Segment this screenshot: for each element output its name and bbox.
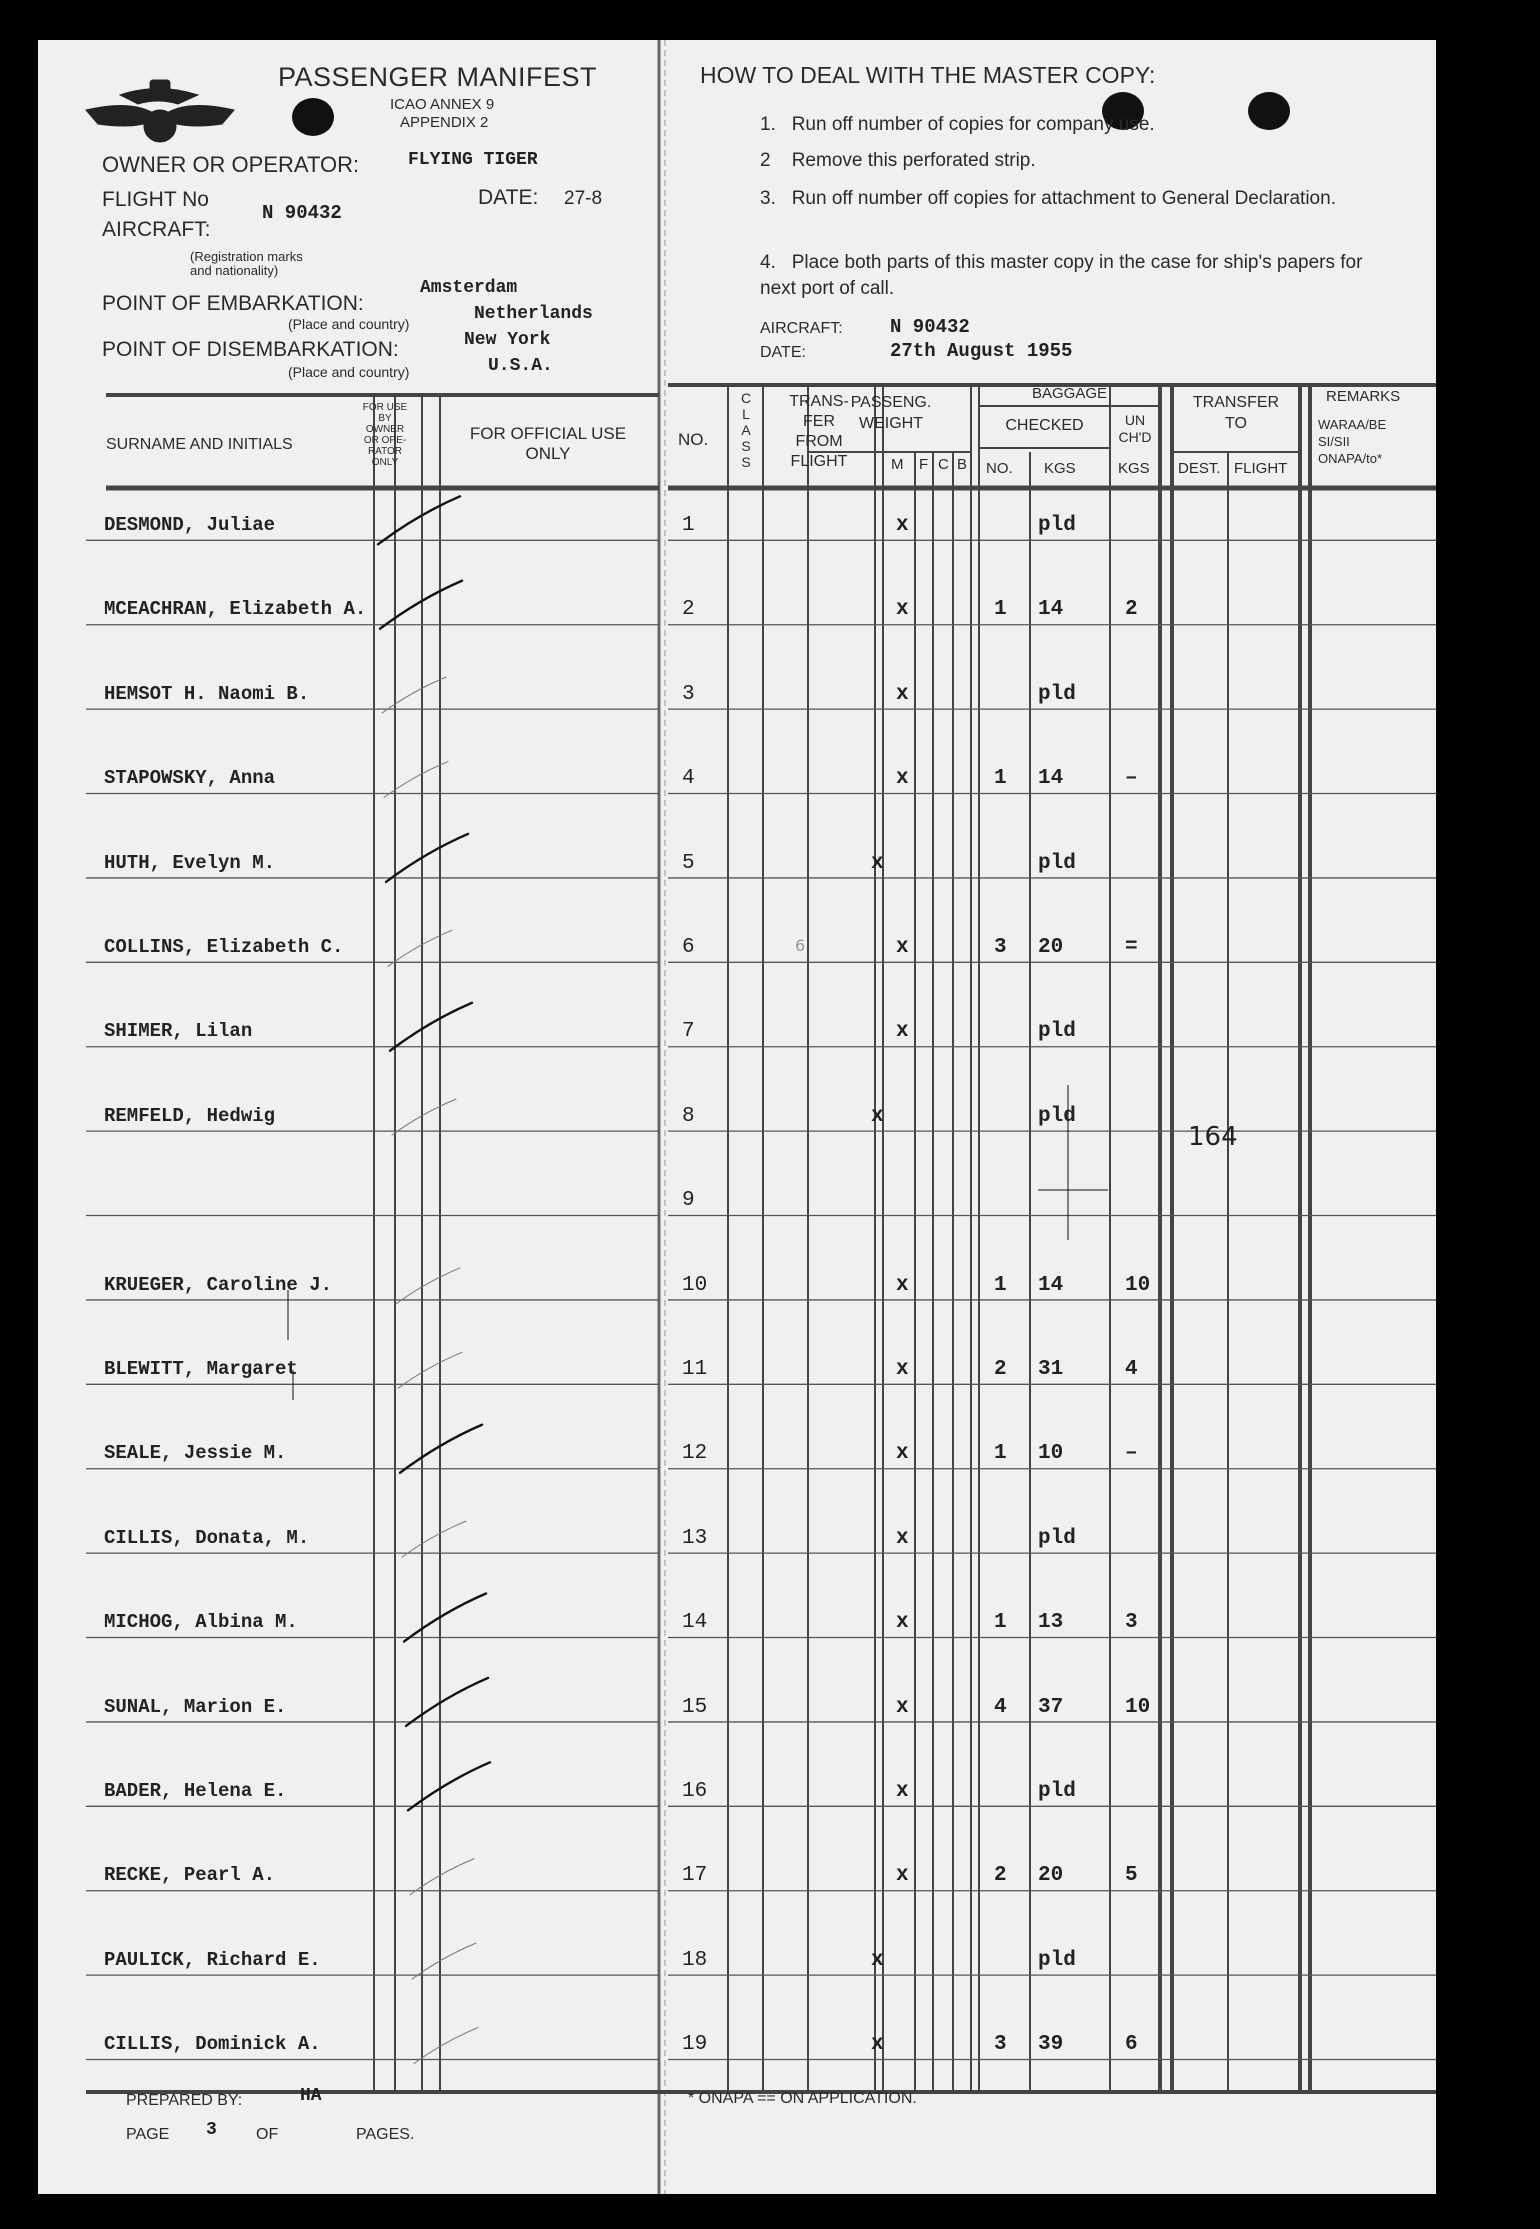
passenger-number: 16: [682, 1779, 708, 1803]
checked-bag-count: 3: [994, 935, 1007, 959]
weight-f-mark: x: [896, 598, 909, 622]
weight-m-mark: x: [871, 2033, 884, 2057]
weight-m-mark: x: [871, 1948, 884, 1972]
weight-m-mark: x: [871, 851, 884, 875]
date-value-right: 27th August 1955: [890, 340, 1073, 362]
col-owner-use: FOR USE BY OWNER OR OPE- RATOR ONLY: [362, 402, 408, 468]
aircraft-label-right: AIRCRAFT:: [760, 320, 843, 337]
check-mark-icon: [414, 2028, 478, 2064]
checked-bag-kgs: 10: [1038, 1442, 1064, 1466]
checked-bag-kgs: 31: [1038, 1357, 1064, 1381]
checked-bag-kgs: 37: [1038, 1695, 1064, 1719]
passenger-number: 9: [682, 1189, 695, 1213]
page-label: PAGE: [126, 2126, 170, 2143]
flight-no-label: FLIGHT No: [102, 188, 209, 211]
of-label: OF: [256, 2126, 279, 2143]
aircraft-value: N 90432: [262, 202, 342, 224]
airline-emblem-icon: [86, 80, 234, 142]
col-dest: DEST.: [1178, 460, 1221, 477]
passenger-number: 1: [682, 513, 695, 537]
embarkation-country: Netherlands: [474, 304, 593, 324]
pages-label: PAGES.: [356, 2126, 415, 2143]
disembarkation-note: (Place and country): [288, 364, 410, 380]
checked-bag-count: 1: [994, 1273, 1007, 1297]
instruction-item: 3. Run off number off copies for attachment to General Declaration.: [760, 188, 1336, 209]
master-copy-heading: HOW TO DEAL WITH THE MASTER COPY:: [700, 62, 1156, 88]
passenger-name: SUNAL, Marion E.: [104, 1695, 287, 1718]
form-subtitle-appendix: APPENDIX 2: [400, 114, 489, 131]
col-baggage: BAGGAGE: [1031, 385, 1108, 402]
prepared-by-label: PREPARED BY:: [126, 2092, 243, 2109]
checked-bag-kgs: 14: [1038, 598, 1064, 622]
passenger-name: PAULICK, Richard E.: [104, 1948, 321, 1971]
passenger-name: REMFELD, Hedwig: [104, 1104, 276, 1127]
weight-f-mark: x: [896, 1695, 909, 1719]
checked-bag-kgs: 13: [1038, 1611, 1064, 1635]
aircraft-value-right: N 90432: [890, 316, 970, 338]
passenger-number: 15: [682, 1695, 708, 1719]
checked-bag-count: 1: [994, 1442, 1007, 1466]
passenger-number: 4: [682, 767, 695, 791]
col-unchd: UN CH'D: [1118, 412, 1152, 445]
check-mark-icon: [386, 834, 468, 882]
passenger-name: DESMOND, Juliae: [104, 513, 276, 536]
col-transfer-from: TRANS- FER FROM FLIGHT: [789, 393, 849, 470]
disembarkation-city: New York: [464, 330, 551, 350]
handwritten-annotation: 164: [1188, 1122, 1238, 1152]
col-remarks-codes: WARAA/BE SI/SII ONAPA/to*: [1318, 417, 1387, 466]
embarkation-city: Amsterdam: [420, 278, 518, 298]
check-mark-icon: [390, 1003, 472, 1051]
passenger-number: 6: [682, 935, 695, 959]
passenger-number: 8: [682, 1104, 695, 1128]
check-mark-icon: [408, 1762, 490, 1810]
passenger-name: BADER, Helena E.: [104, 1779, 287, 1802]
unchecked-kgs: 10: [1125, 1695, 1151, 1719]
weight-f-mark: x: [896, 1864, 909, 1888]
checked-bag-count: 3: [994, 2033, 1007, 2057]
passenger-name: BLEWITT, Margaret: [104, 1357, 298, 1380]
checked-bag-kgs: 14: [1038, 1273, 1064, 1297]
col-bag-no: NO.: [986, 460, 1013, 477]
checked-bag-kgs: pld: [1038, 1526, 1076, 1550]
aircraft-label: AIRCRAFT:: [102, 218, 211, 241]
unchecked-kgs: 5: [1125, 1864, 1138, 1888]
transfer-from-value: 6: [795, 935, 806, 955]
passenger-number: 11: [682, 1357, 708, 1381]
owner-value: FLYING TIGER: [408, 150, 538, 170]
col-surname: SURNAME AND INITIALS: [106, 436, 293, 453]
embarkation-note: (Place and country): [288, 316, 410, 332]
weight-f-mark: x: [896, 682, 909, 706]
passenger-name: RECKE, Pearl A.: [104, 1864, 276, 1887]
col-c: C: [938, 456, 949, 473]
passenger-number: 19: [682, 2033, 708, 2057]
passenger-number: 12: [682, 1442, 708, 1466]
col-b: B: [957, 456, 968, 473]
weight-m-mark: x: [871, 1104, 884, 1128]
passenger-name: CILLIS, Dominick A.: [104, 2033, 321, 2056]
checked-bag-kgs: pld: [1038, 851, 1076, 875]
weight-f-mark: x: [896, 1442, 909, 1466]
registration-note: (Registration marks and nationality): [190, 249, 303, 278]
col-flight: FLIGHT: [1234, 460, 1288, 477]
checked-bag-kgs: pld: [1038, 1104, 1076, 1128]
checked-bag-kgs: pld: [1038, 513, 1076, 537]
check-mark-icon: [402, 1521, 466, 1557]
disembarkation-label: POINT OF DISEMBARKATION:: [102, 338, 399, 361]
unchecked-kgs: 6: [1125, 2033, 1138, 2057]
weight-f-mark: x: [896, 1779, 909, 1803]
col-m: M: [891, 456, 904, 473]
check-mark-icon: [398, 1352, 462, 1388]
unchecked-kgs: =: [1125, 935, 1138, 959]
check-mark-icon: [388, 930, 452, 966]
weight-f-mark: x: [896, 513, 909, 537]
col-kgs: KGS: [1044, 460, 1076, 477]
page-value: 3: [206, 2120, 217, 2140]
checked-bag-count: 2: [994, 1357, 1007, 1381]
weight-f-mark: x: [896, 1020, 909, 1044]
col-passeng-weight: PASSENG. WEIGHT: [850, 394, 932, 432]
checked-bag-kgs: 39: [1038, 2033, 1064, 2057]
checked-bag-count: 1: [994, 598, 1007, 622]
passenger-number: 2: [682, 598, 695, 622]
weight-f-mark: x: [896, 1526, 909, 1550]
unchecked-kgs: 2: [1125, 598, 1138, 622]
passenger-name: STAPOWSKY, Anna: [104, 767, 276, 790]
checked-bag-count: 1: [994, 1611, 1007, 1635]
passenger-name: HEMSOT H. Naomi B.: [104, 682, 310, 705]
col-official-use: FOR OFFICIAL USE ONLY: [469, 424, 627, 463]
checked-bag-count: 4: [994, 1695, 1007, 1719]
passenger-number: 17: [682, 1864, 708, 1888]
date-label-right: DATE:: [760, 344, 806, 361]
checked-bag-kgs: pld: [1038, 1948, 1076, 1972]
checked-bag-count: 1: [994, 767, 1007, 791]
unchecked-kgs: 4: [1125, 1357, 1138, 1381]
check-mark-icon: [410, 1859, 474, 1895]
col-kgs-unchd: KGS: [1118, 460, 1150, 477]
punch-hole-icon: [292, 98, 334, 136]
col-transfer-to: TRANSFER TO: [1192, 394, 1280, 432]
col-no: NO.: [678, 430, 709, 449]
passenger-name: KRUEGER, Caroline J.: [104, 1273, 333, 1296]
col-checked: CHECKED: [1005, 417, 1084, 434]
checked-bag-kgs: pld: [1038, 682, 1076, 706]
checked-bag-kgs: 20: [1038, 935, 1064, 959]
instruction-item: 2 Remove this perforated strip.: [760, 150, 1036, 171]
checked-bag-kgs: 14: [1038, 767, 1064, 791]
date-label: DATE:: [478, 186, 539, 209]
manifest-sheet: [38, 40, 1436, 2194]
weight-f-mark: x: [896, 1357, 909, 1381]
instruction-item: 4. Place both parts of this master copy in the case for ship's papers for next port of call.: [760, 252, 1363, 299]
check-mark-icon: [382, 677, 446, 713]
passenger-number: 5: [682, 851, 695, 875]
passenger-name: MICHOG, Albina M.: [104, 1611, 298, 1634]
weight-f-mark: x: [896, 1273, 909, 1297]
unchecked-kgs: 3: [1125, 1611, 1138, 1635]
owner-label: OWNER OR OPERATOR:: [102, 152, 360, 177]
form-subtitle-annex: ICAO ANNEX 9: [390, 96, 495, 113]
col-f: F: [919, 456, 929, 473]
weight-f-mark: x: [896, 1611, 909, 1635]
form-title: PASSENGER MANIFEST: [278, 62, 598, 92]
checked-bag-kgs: pld: [1038, 1020, 1076, 1044]
passenger-name: MCEACHRAN, Elizabeth A.: [104, 598, 367, 621]
passenger-number: 10: [682, 1273, 708, 1297]
passenger-number: 18: [682, 1948, 708, 1972]
check-mark-icon: [396, 1268, 460, 1304]
col-remarks: REMARKS: [1326, 388, 1401, 405]
check-mark-icon: [378, 496, 460, 544]
passenger-name: SEALE, Jessie M.: [104, 1442, 287, 1465]
checked-bag-count: 2: [994, 1864, 1007, 1888]
unchecked-kgs: –: [1125, 767, 1138, 791]
check-mark-icon: [384, 762, 448, 798]
passenger-number: 13: [682, 1526, 708, 1550]
weight-f-mark: x: [896, 935, 909, 959]
col-class: C L A S S: [740, 390, 752, 470]
passenger-number: 14: [682, 1611, 708, 1635]
passenger-number: 3: [682, 682, 695, 706]
passenger-name: CILLIS, Donata, M.: [104, 1526, 310, 1549]
unchecked-kgs: 10: [1125, 1273, 1151, 1297]
check-mark-icon: [404, 1594, 486, 1642]
unchecked-kgs: –: [1125, 1442, 1138, 1466]
passenger-name: COLLINS, Elizabeth C.: [104, 935, 344, 958]
passenger-number: 7: [682, 1020, 695, 1044]
checked-bag-kgs: pld: [1038, 1779, 1076, 1803]
disembarkation-country: U.S.A.: [488, 356, 553, 376]
check-mark-icon: [406, 1678, 488, 1726]
onapa-footnote: * ONAPA == ON APPLICATION.: [688, 2090, 917, 2107]
instruction-item: 1. Run off number of copies for company use.: [760, 114, 1155, 135]
date-value: 27-8: [564, 188, 603, 209]
embarkation-label: POINT OF EMBARKATION:: [102, 292, 364, 315]
checked-bag-kgs: 20: [1038, 1864, 1064, 1888]
passenger-name: SHIMER, Lilan: [104, 1020, 253, 1043]
check-mark-icon: [392, 1099, 456, 1135]
weight-f-mark: x: [896, 767, 909, 791]
passenger-name: HUTH, Evelyn M.: [104, 851, 276, 874]
prepared-by-value: HA: [300, 2086, 322, 2106]
